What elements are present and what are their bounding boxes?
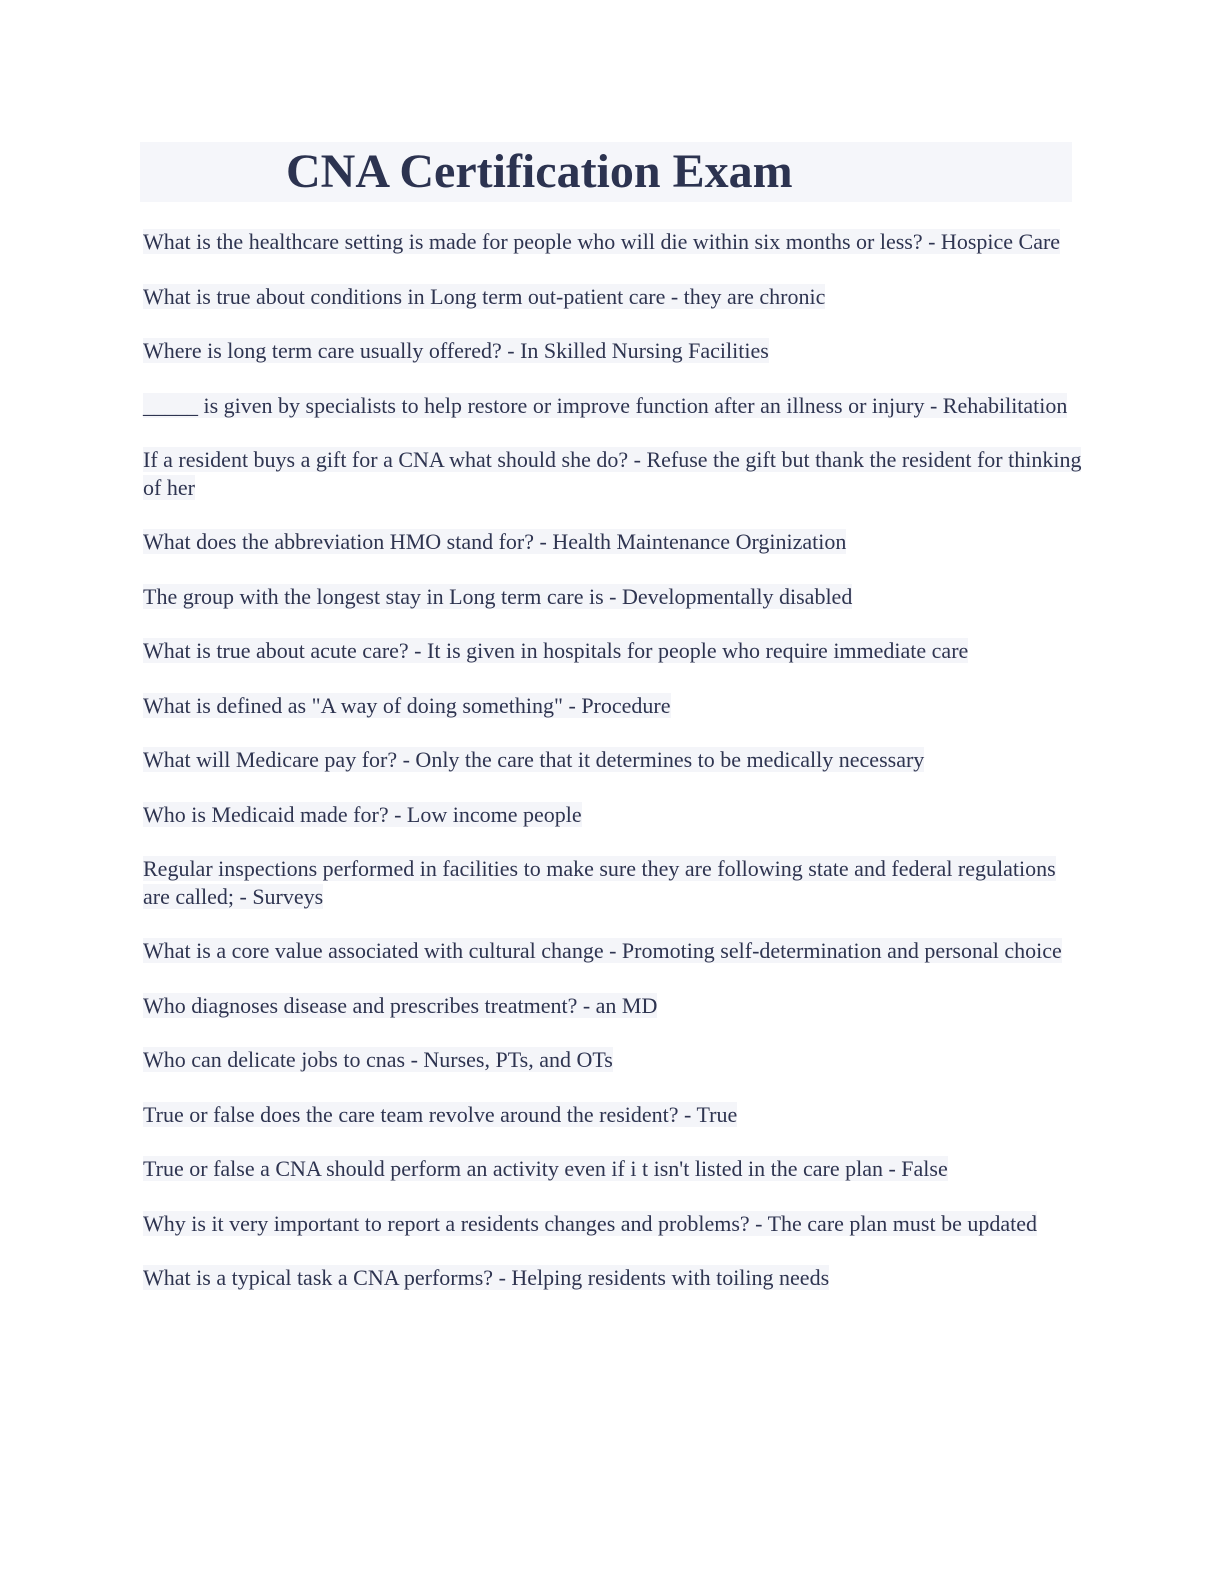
qa-item [143,1264,1083,1292]
qa-item [143,1101,1083,1129]
qa-text: Who can delicate jobs to cnas - Nurses, PTs, and OTs [143,1047,613,1072]
qa-item [143,992,1083,1020]
qa-text: What is defined as "A way of doing something" - Procedure [143,692,671,718]
qa-text: What is a typical task a CNA performs? - Helping residents with toiling needs [143,1265,830,1290]
qa-text: What does the abbreviation HMO stand for? - Health Maintenance Orginization [143,529,847,554]
qa-text: What is true about acute care? - It is given in hospitals for people who require immediate care [143,638,969,663]
qa-item [143,283,1083,311]
qa-list [143,228,1083,1319]
qa-item [143,937,1083,965]
qa-text: Why is it very important to report a residents changes and problems? - The care plan must be updated [143,1210,1037,1236]
qa-text: True or false a CNA should perform an activity even if i t isn't listed in the care plan - False [143,1156,948,1181]
qa-item [143,692,1083,720]
qa-item [143,528,1083,556]
qa-text: If a resident buys a gift for a CNA what should she do? - Refuse the gift but thank the resident for thinking of her [143,447,1082,500]
qa-text: What is true about conditions in Long term out-patient care - they are chronic [143,283,826,309]
qa-item [143,746,1083,774]
qa-item [143,637,1083,665]
qa-item [143,337,1083,365]
qa-text: The group with the longest stay in Long term care is - Developmentally disabled [143,583,853,609]
qa-item [143,855,1083,910]
page-title: CNA Certification Exam [286,145,793,198]
qa-item [143,392,1083,420]
qa-item [143,228,1083,256]
qa-text: True or false does the care team revolve around the resident? - True [143,1101,738,1127]
qa-text: _____ is given by specialists to help restore or improve function after an illness or injury - Rehabilitation [143,392,1068,418]
qa-text: What is the healthcare setting is made for people who will die within six months or less? - Hospice Care [143,229,1061,254]
qa-text: What will Medicare pay for? - Only the care that it determines to be medically necessary [143,747,925,772]
qa-text: Who diagnoses disease and prescribes treatment? - an MD [143,992,658,1018]
qa-item [143,446,1083,501]
qa-text: What is a core value associated with cultural change - Promoting self-determination and personal choice [143,938,1062,963]
qa-text: Regular inspections performed in facilities to make sure they are following state and federal regulations are called; - Surveys [143,856,1056,909]
qa-item [143,801,1083,829]
qa-text: Who is Medicaid made for? - Low income people [143,801,582,827]
qa-item [143,1046,1083,1074]
qa-text: Where is long term care usually offered? - In Skilled Nursing Facilities [143,338,769,363]
qa-item [143,1155,1083,1183]
qa-item [143,1210,1083,1238]
qa-item [143,583,1083,611]
